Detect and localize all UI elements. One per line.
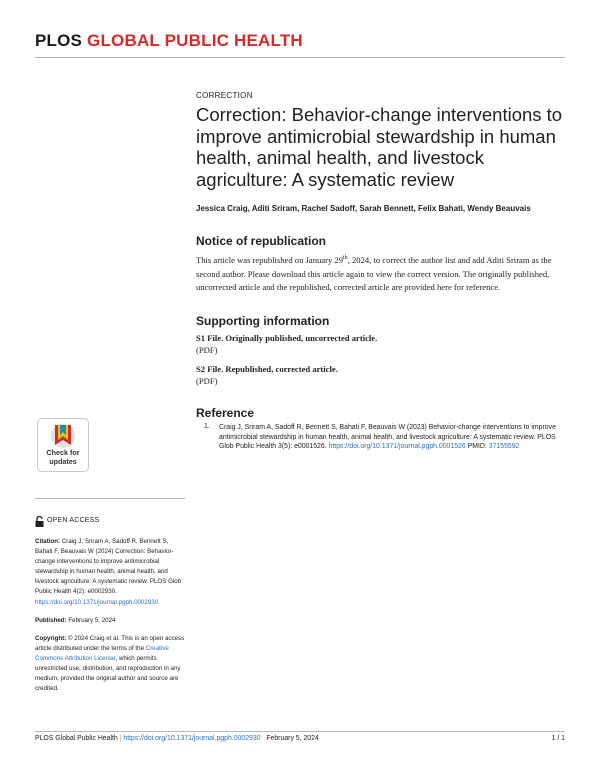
published-block <box>35 616 187 626</box>
reference-number: 1. <box>204 423 210 430</box>
copyright-block <box>35 634 187 695</box>
article-type: CORRECTION <box>196 91 253 100</box>
footer-journal: PLOS Global Public Health <box>35 735 118 742</box>
article-title: Correction: Behavior-change interventions to improve antimicrobial stewardship in human health, animal health, and livestock agriculture: A systematic review <box>196 104 563 190</box>
header-divider <box>35 57 565 58</box>
bookmark-icon <box>38 421 88 451</box>
s2-file-label[interactable]: S2 File. Republished, corrected article. <box>196 364 338 374</box>
journal-logo <box>35 31 303 51</box>
check-for-updates-line2: updates <box>49 456 77 466</box>
check-for-updates-line1: Check for <box>46 448 80 457</box>
copyright-text-1: © 2024 Craig et al. This is an open access article distributed under the terms of the <box>35 635 185 653</box>
page-footer: PLOS Global Public Health | https://doi.org/10.1371/journal.pgph.0002930 February 5, 2024 <box>35 735 319 742</box>
reference-heading: Reference <box>196 406 255 420</box>
sidebar-divider <box>35 498 185 499</box>
reference-pmid-label: PMID: <box>467 443 487 451</box>
published-label: Published: <box>35 617 67 624</box>
check-for-updates-label[interactable] <box>37 449 89 466</box>
notice-text-part2: , 2024, to correct the author list and add Aditi Sriram as the second author. Please download this article again to view the correct version. The originally published, uncorrected article and the republished, corrected article are provided here for reference. <box>196 254 552 293</box>
notice-heading: Notice of republication <box>196 234 327 248</box>
footer-divider <box>35 731 565 732</box>
citation-block <box>35 537 187 608</box>
footer-date: February 5, 2024 <box>266 735 319 742</box>
reference-pmid-link[interactable]: 37155592 <box>488 443 520 451</box>
supporting-info-heading: Supporting information <box>196 314 330 328</box>
notice-text <box>196 252 558 295</box>
journal-name-prefix: PLOS <box>35 31 83 50</box>
footer-doi-link[interactable]: https://doi.org/10.1371/journal.pgph.0002930 <box>123 735 261 742</box>
s2-file-type: (PDF) <box>196 376 218 386</box>
notice-text-part1: This article was republished on January 29 <box>196 254 344 265</box>
notice-superscript: th <box>343 255 348 261</box>
copyright-label: Copyright: <box>35 635 67 642</box>
supporting-file-s2[interactable] <box>196 364 338 386</box>
open-access-label: OPEN ACCESS <box>47 517 100 524</box>
citation-doi-link[interactable]: https://doi.org/10.1371/journal.pgph.0002930 <box>35 598 159 606</box>
published-date: February 5, 2024 <box>68 617 116 624</box>
s1-file-type: (PDF) <box>196 345 218 355</box>
reference-doi-link[interactable]: https://doi.org/10.1371/journal.pgph.0001526 <box>328 443 466 451</box>
journal-name-suffix: GLOBAL PUBLIC HEALTH <box>87 31 303 50</box>
author-list: Jessica Craig, Aditi Sriram, Rachel Sadoff, Sarah Bennett, Felix Bahati, Wendy Beauvais <box>196 204 531 213</box>
citation-label: Citation: <box>35 538 61 545</box>
supporting-file-s1[interactable] <box>196 333 377 355</box>
reference-text: Craig J, Sriram A, Sadoff R, Bennett S, Bahati F, Beauvais W (2023) Behavior-change interventions to improve antimicrobial stewardship in human health, animal health, and livestock agriculture: A systematic review. PLOS Glob Public Health 3(5): e0001526. <box>219 424 556 451</box>
license-link[interactable]: Creative Commons Attribution License <box>35 645 169 663</box>
open-lock-icon <box>35 516 44 527</box>
reference-entry <box>219 423 564 452</box>
copyright-text-2: , which permits unrestricted use, distribution, and reproduction in any medium, provided the original author and source are credited. <box>35 655 181 693</box>
page-number: 1 / 1 <box>551 735 565 742</box>
citation-text: Craig J, Sriram A, Sadoff R, Bennett S, Bahati F, Beauvais W (2024) Correction: Behavior-change interventions to improve antimicrobial stewardship in human health, animal health, and livestock agriculture: A systematic review. PLOS Glob Public Health 4(2): e0002930. <box>35 538 182 596</box>
s1-file-label[interactable]: S1 File. Originally published, uncorrected article. <box>196 333 378 343</box>
